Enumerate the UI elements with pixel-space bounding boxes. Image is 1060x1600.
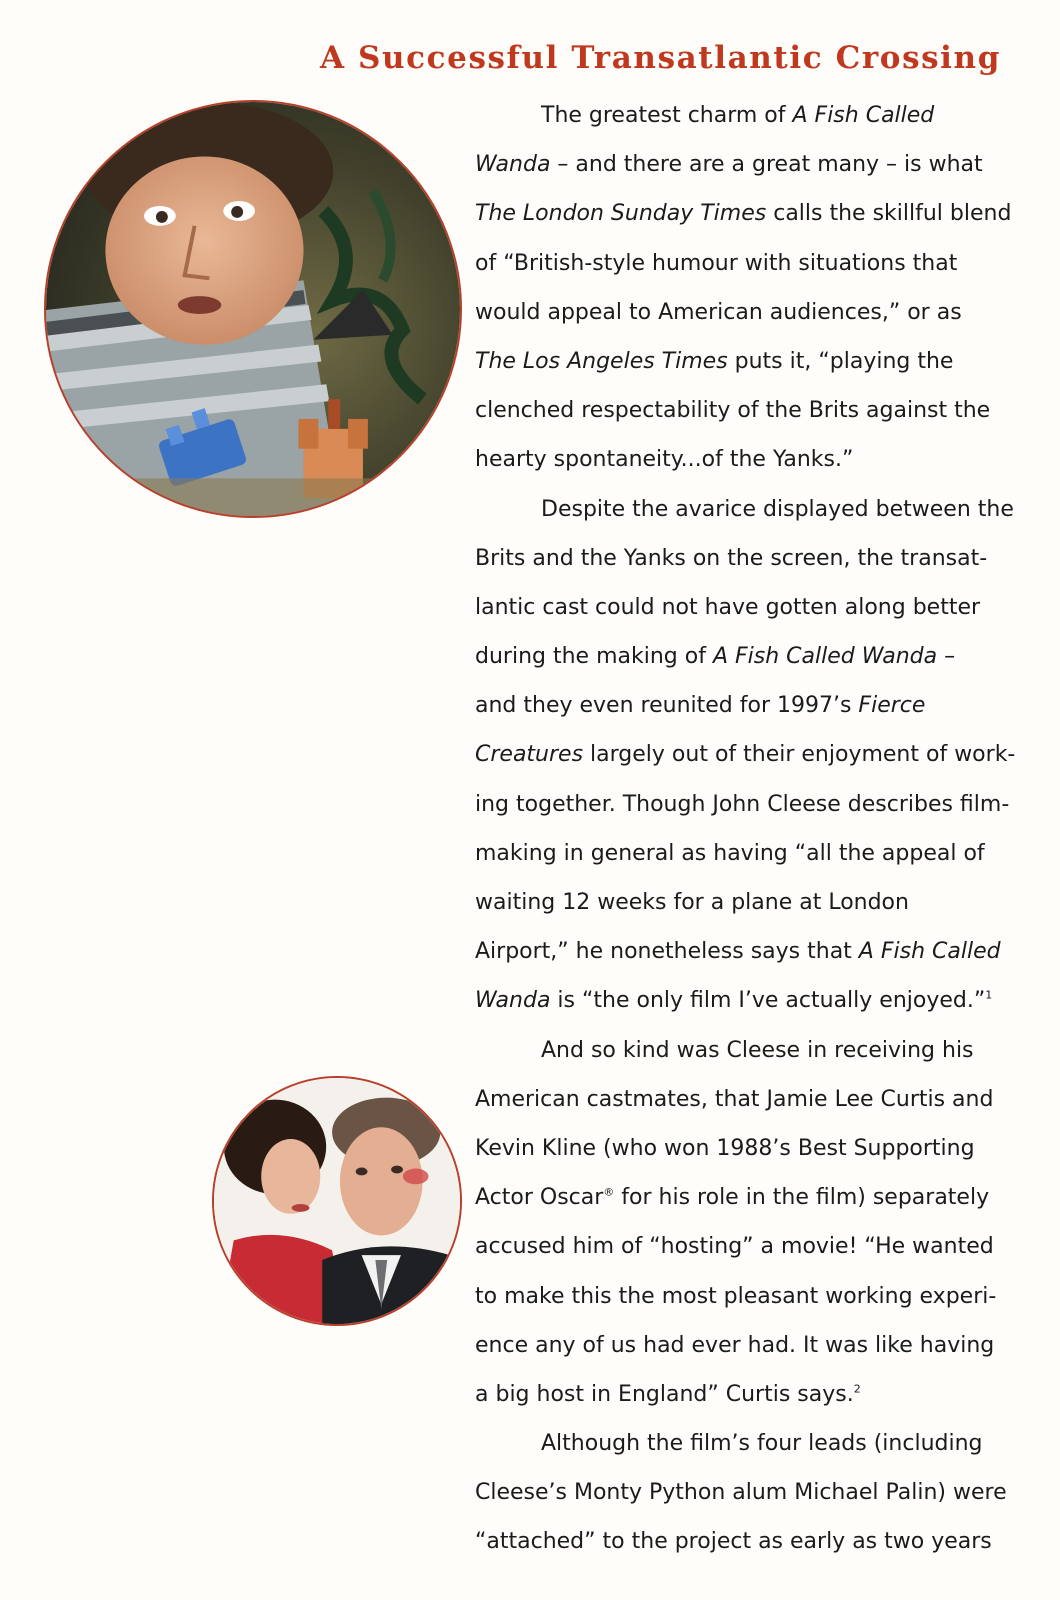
text-run: Kevin Kline (who won 1988’s Best Supporting	[475, 1135, 975, 1161]
text-line	[475, 976, 1035, 1025]
text-run: – and there are a great many – is what	[550, 152, 983, 178]
text-run: The greatest charm of	[541, 103, 793, 128]
text-run: Actor Oscar	[475, 1185, 604, 1211]
text-line	[475, 239, 1035, 288]
text-line	[475, 140, 1035, 189]
italic-text: A Fish Called Wanda	[712, 644, 938, 670]
text-run: making in general as having “all the appeal of	[475, 840, 985, 866]
text-run: waiting 12 weeks for a plane at London	[475, 890, 909, 915]
text-run: to make this the most pleasant working experi-	[475, 1283, 997, 1309]
text-line	[475, 337, 1035, 386]
superscript: 1	[985, 989, 993, 1003]
paragraph-2	[475, 485, 1035, 1026]
italic-text: A Fish Called	[792, 103, 935, 128]
text-line	[475, 583, 1035, 632]
text-run: “attached” to the project as early as two years	[475, 1529, 992, 1555]
italic-text: Fierce	[858, 693, 926, 719]
text-run: hearty spontaneity...of the Yanks.”	[475, 447, 854, 473]
man-with-aquarium-photo	[44, 100, 462, 518]
text-line	[475, 1370, 1035, 1419]
text-line	[475, 534, 1035, 583]
italic-text: Creatures	[475, 742, 584, 768]
italic-text: The Los Angeles Times	[475, 348, 728, 374]
text-line	[475, 1419, 1035, 1468]
text-run: Brits and the Yanks on the screen, the transat-	[475, 545, 988, 571]
paragraph-1	[475, 91, 1035, 485]
text-line	[475, 927, 1035, 976]
text-line	[475, 1222, 1035, 1271]
text-line	[475, 1124, 1035, 1173]
text-line	[475, 1075, 1035, 1124]
text-run: puts it, “playing the	[727, 348, 954, 374]
text-line	[475, 632, 1035, 681]
text-run: calls the skillful blend	[766, 201, 1012, 227]
text-run: American castmates, that Jamie Lee Curtis and	[475, 1086, 994, 1112]
italic-text: A Fish Called	[858, 939, 1001, 965]
text-run: ing together. Though John Cleese describes film-	[475, 791, 1010, 817]
text-run: for his role in the film) separately	[614, 1185, 990, 1211]
text-run: during the making of	[475, 644, 713, 670]
text-run: And so kind was Cleese in receiving his	[541, 1037, 974, 1063]
text-line	[475, 1468, 1035, 1517]
text-line	[475, 780, 1035, 829]
text-run: accused him of “hosting” a movie! “He wanted	[475, 1234, 994, 1260]
text-line	[475, 1173, 1035, 1222]
text-run: Despite the avarice displayed between the	[541, 496, 1014, 522]
text-line	[475, 878, 1035, 927]
italic-text: Wanda	[475, 152, 551, 178]
text-run: clenched respectability of the Brits against the	[475, 398, 991, 424]
text-line	[475, 730, 1035, 779]
paragraph-4	[475, 1419, 1035, 1567]
article-body	[475, 91, 1035, 1567]
text-line	[475, 288, 1035, 337]
italic-text: The London Sunday Times	[475, 201, 767, 227]
text-run: Airport,” he nonetheless says that	[475, 939, 859, 965]
superscript: 2	[853, 1382, 861, 1396]
text-line	[475, 1321, 1035, 1370]
page-title: A Successful Transatlantic Crossing	[320, 40, 1001, 76]
text-run: largely out of their enjoyment of work-	[583, 742, 1016, 768]
text-run: would appeal to American audiences,” or as	[475, 299, 962, 325]
text-line	[475, 386, 1035, 435]
text-line	[475, 829, 1035, 878]
text-line	[475, 91, 1035, 140]
text-run: –	[937, 644, 956, 670]
text-line	[475, 435, 1035, 484]
text-line	[475, 681, 1035, 730]
text-run: is “the only film I’ve actually enjoyed.”	[550, 988, 986, 1014]
text-run: of “British-style humour with situations that	[475, 250, 958, 276]
text-line	[475, 1272, 1035, 1321]
text-line	[475, 485, 1035, 534]
text-run: and they even reunited for 1997’s	[475, 693, 859, 719]
text-run: ence any of us had ever had. It was like having	[475, 1332, 995, 1358]
text-line	[475, 1517, 1035, 1566]
text-run: lantic cast could not have gotten along better	[475, 594, 981, 620]
couple-portrait-photo	[212, 1076, 462, 1326]
paragraph-3	[475, 1026, 1035, 1420]
text-run: Although the film’s four leads (including	[541, 1431, 983, 1457]
italic-text: Wanda	[475, 988, 551, 1014]
text-run: Cleese’s Monty Python alum Michael Palin) were	[475, 1480, 1007, 1506]
text-run: a big host in England” Curtis says.	[475, 1381, 854, 1407]
text-line	[475, 189, 1035, 238]
text-line	[475, 1026, 1035, 1075]
superscript: ®	[603, 1185, 615, 1199]
